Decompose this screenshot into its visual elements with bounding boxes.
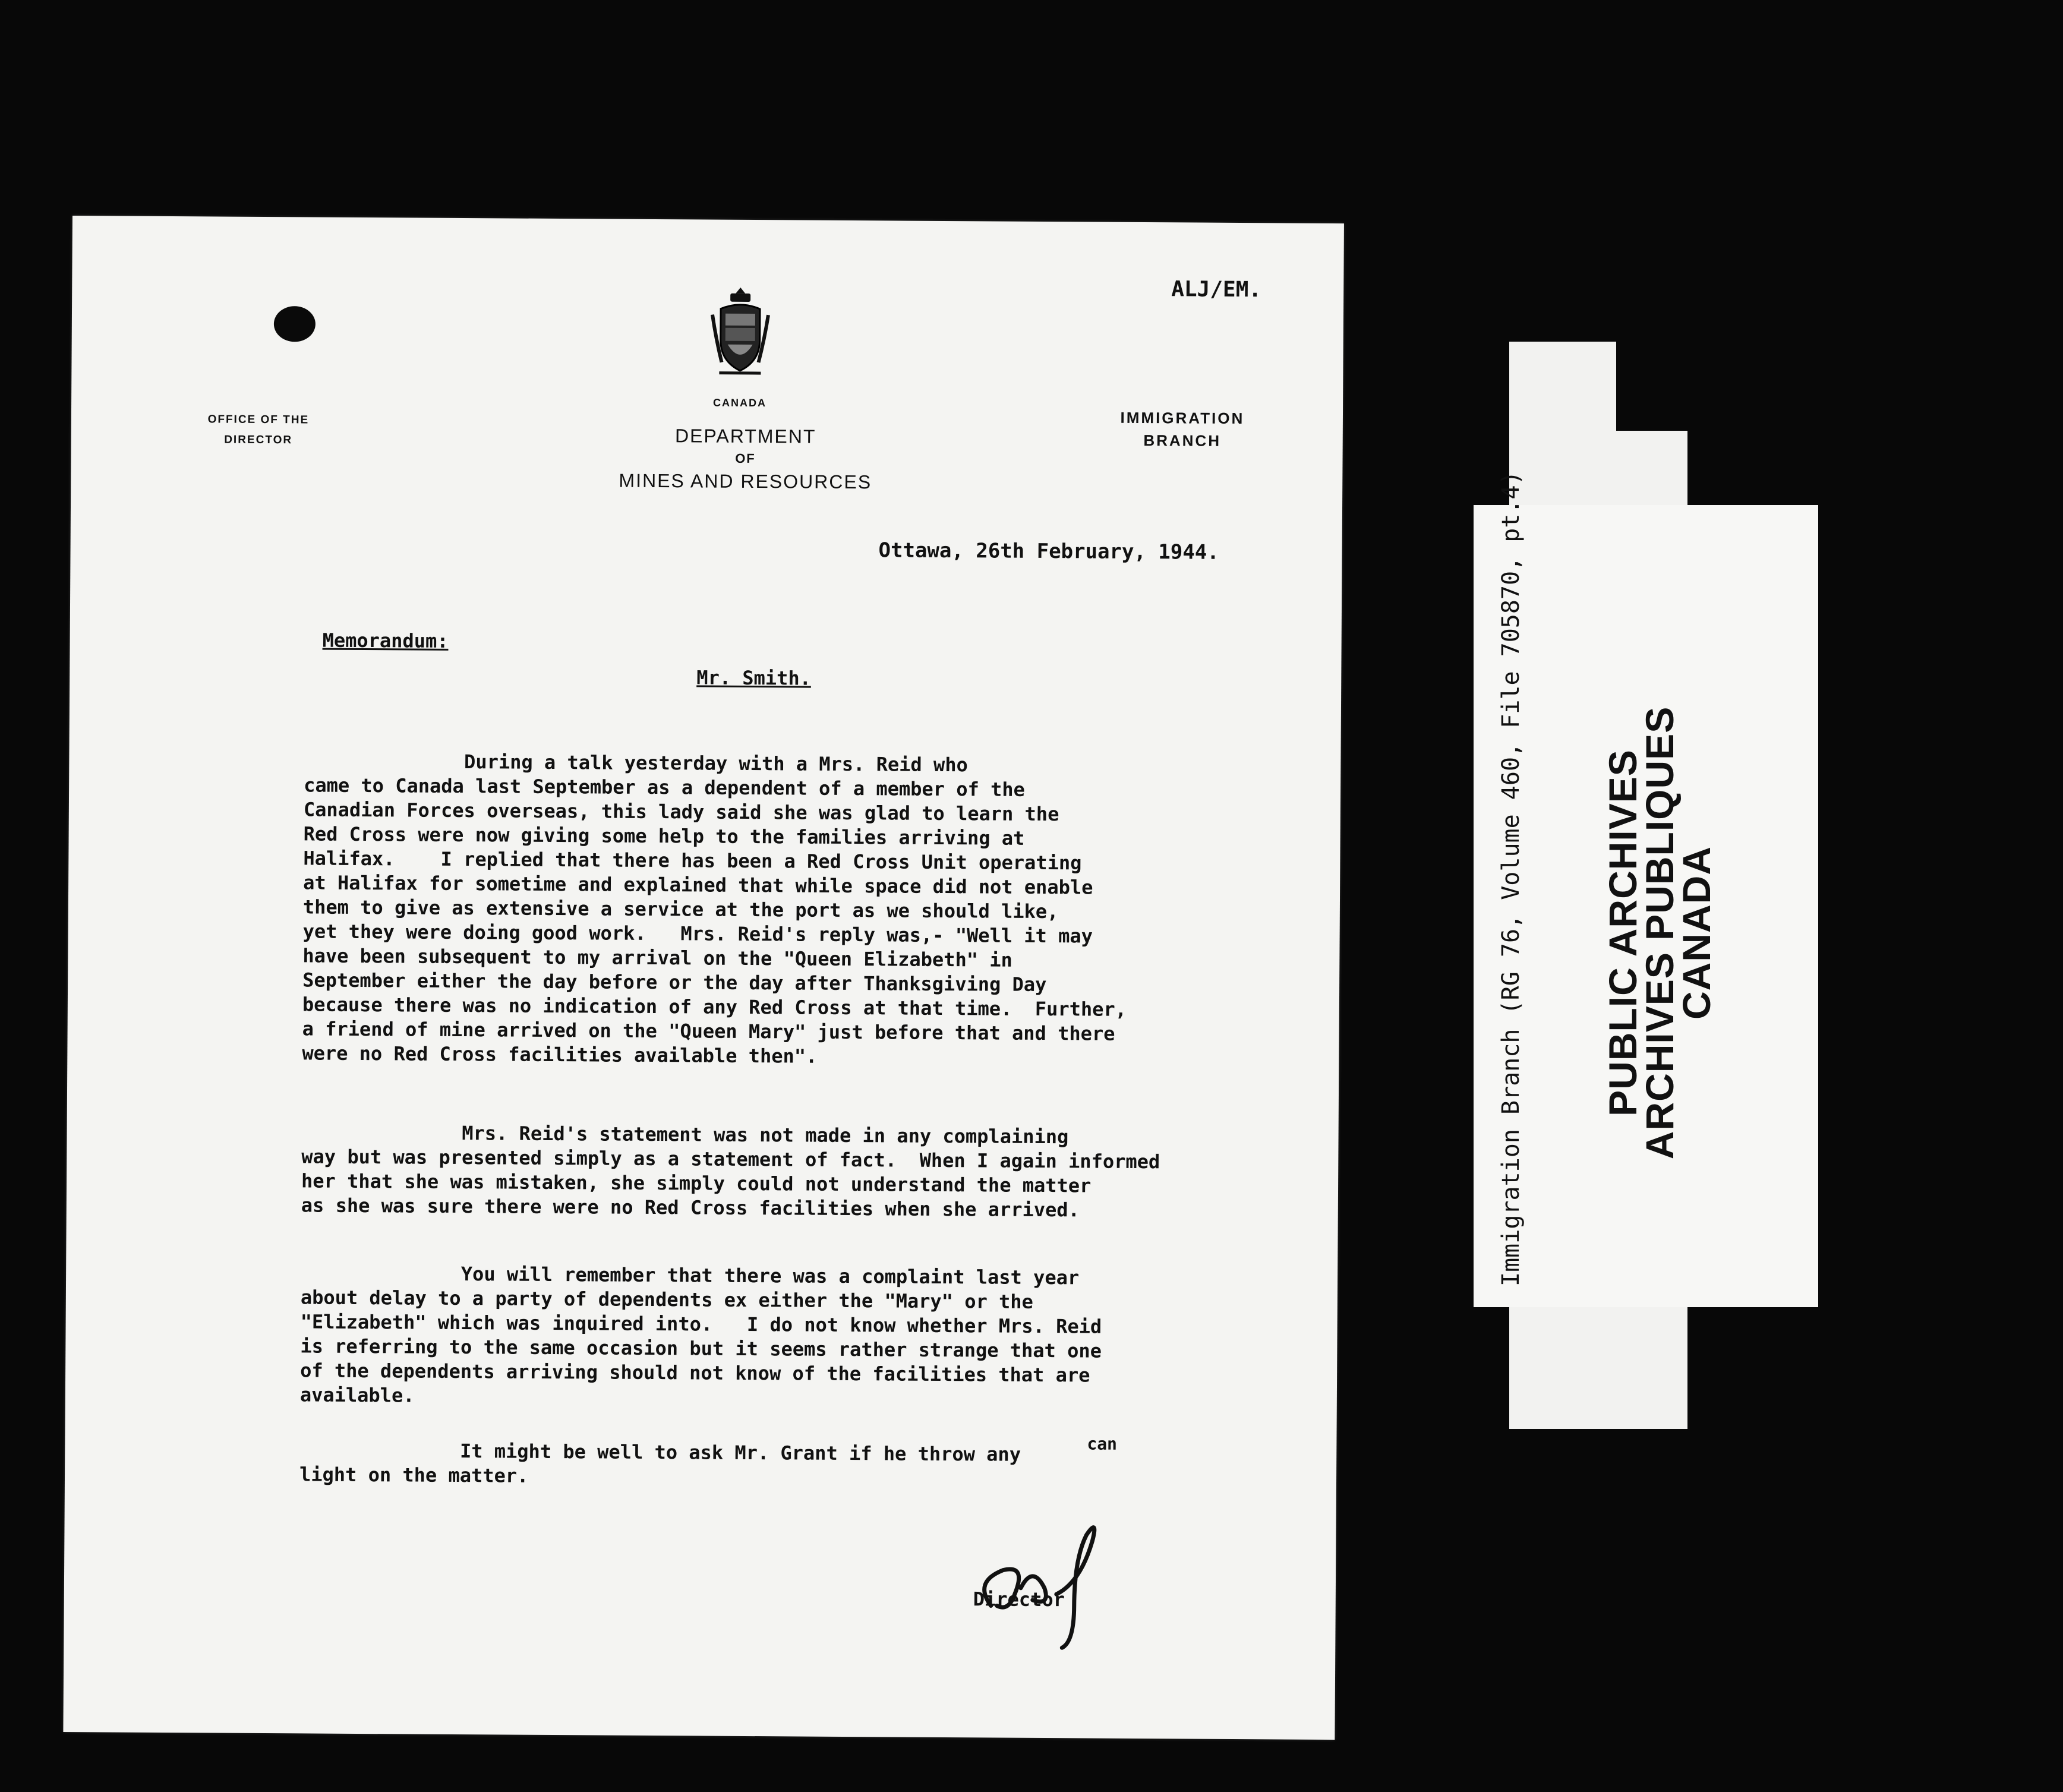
signer-title: Director <box>973 1588 1065 1611</box>
stamp-line-3: CANADA <box>1674 846 1718 1020</box>
branch-line-1: IMMIGRATION <box>1120 408 1245 428</box>
archive-file-reference: Immigration Branch (RG 76, Volume 460, File 705870, pt.4) <box>1497 471 1525 1286</box>
public-archives-stamp <box>1601 642 1718 1224</box>
handwritten-insertion: can <box>1087 1434 1118 1454</box>
memo-paragraph-4: It might be well to ask Mr. Grant if he throw any light on the matter. <box>299 1438 1021 1487</box>
office-of-director <box>187 409 330 450</box>
department-line-2: OF <box>735 450 756 466</box>
canada-label: CANADA <box>713 396 767 409</box>
department-line-1: DEPARTMENT <box>674 425 816 447</box>
letter-date: Ottawa, 26th February, 1944. <box>878 538 1219 564</box>
canada-coat-of-arms-icon <box>707 285 773 381</box>
memo-addressee: Mr. Smith. <box>696 666 812 690</box>
stamp-line-1: PUBLIC ARCHIVES <box>1601 749 1645 1116</box>
stamp-line-2: ARCHIVES PUBLIQUES <box>1638 706 1682 1160</box>
memo-paragraph-1: During a talk yesterday with a Mrs. Reid who came to Canada last September as a dependent of a member of the Canadian Forces overseas, this lady said she was glad to learn the Red Cross were now giving some help to the families arriving at Halifax. I replied that there has been a Red Cross Unit operating at Halifax for sometime and explained that while space did not enable them to give as extensive a service at the port as we should like, yet they were doing good work. Mrs. Reid's reply was,- "Well it may have been subsequent to my arrival on the "Queen Elizabeth" in September either the day before or the day after Thanksgiving Day because there was no indication of any Red Cross at that time. Further, a friend of mine arrived on the "Queen Mary" just before that and there were no Red Cross facilities available then". <box>302 749 1127 1068</box>
reference-initials: ALJ/EM. <box>1171 277 1262 302</box>
memo-paragraph-2: Mrs. Reid's statement was not made in any complaining way but was presented simply as a statement of fact. When I again informed her that she was mistaken, she simply could not understand the matter as she was sure there were no Red Cross facilities when she arrived. <box>301 1121 1160 1222</box>
letter-page <box>63 216 1344 1740</box>
department-heading <box>576 422 915 494</box>
memo-paragraph-3: You will remember that there was a complaint last year about delay to a party of dependents ex either the "Mary" or the "Elizabeth" which was inquired into. I do not know whether Mrs. Reid is referring to the same occasion but it seems rather strange that one of the dependents arriving should not know of the facilities that are available. <box>299 1261 1102 1407</box>
punch-hole <box>274 306 316 342</box>
handwritten-signature-icon <box>967 1516 1157 1654</box>
branch-line-2: BRANCH <box>1143 431 1222 450</box>
office-line-2: DIRECTOR <box>224 433 293 447</box>
memo-heading: Memorandum: <box>322 629 449 652</box>
department-line-3: MINES AND RESOURCES <box>619 469 872 493</box>
immigration-branch <box>1093 406 1272 453</box>
office-line-1: OFFICE OF THE <box>207 413 310 427</box>
